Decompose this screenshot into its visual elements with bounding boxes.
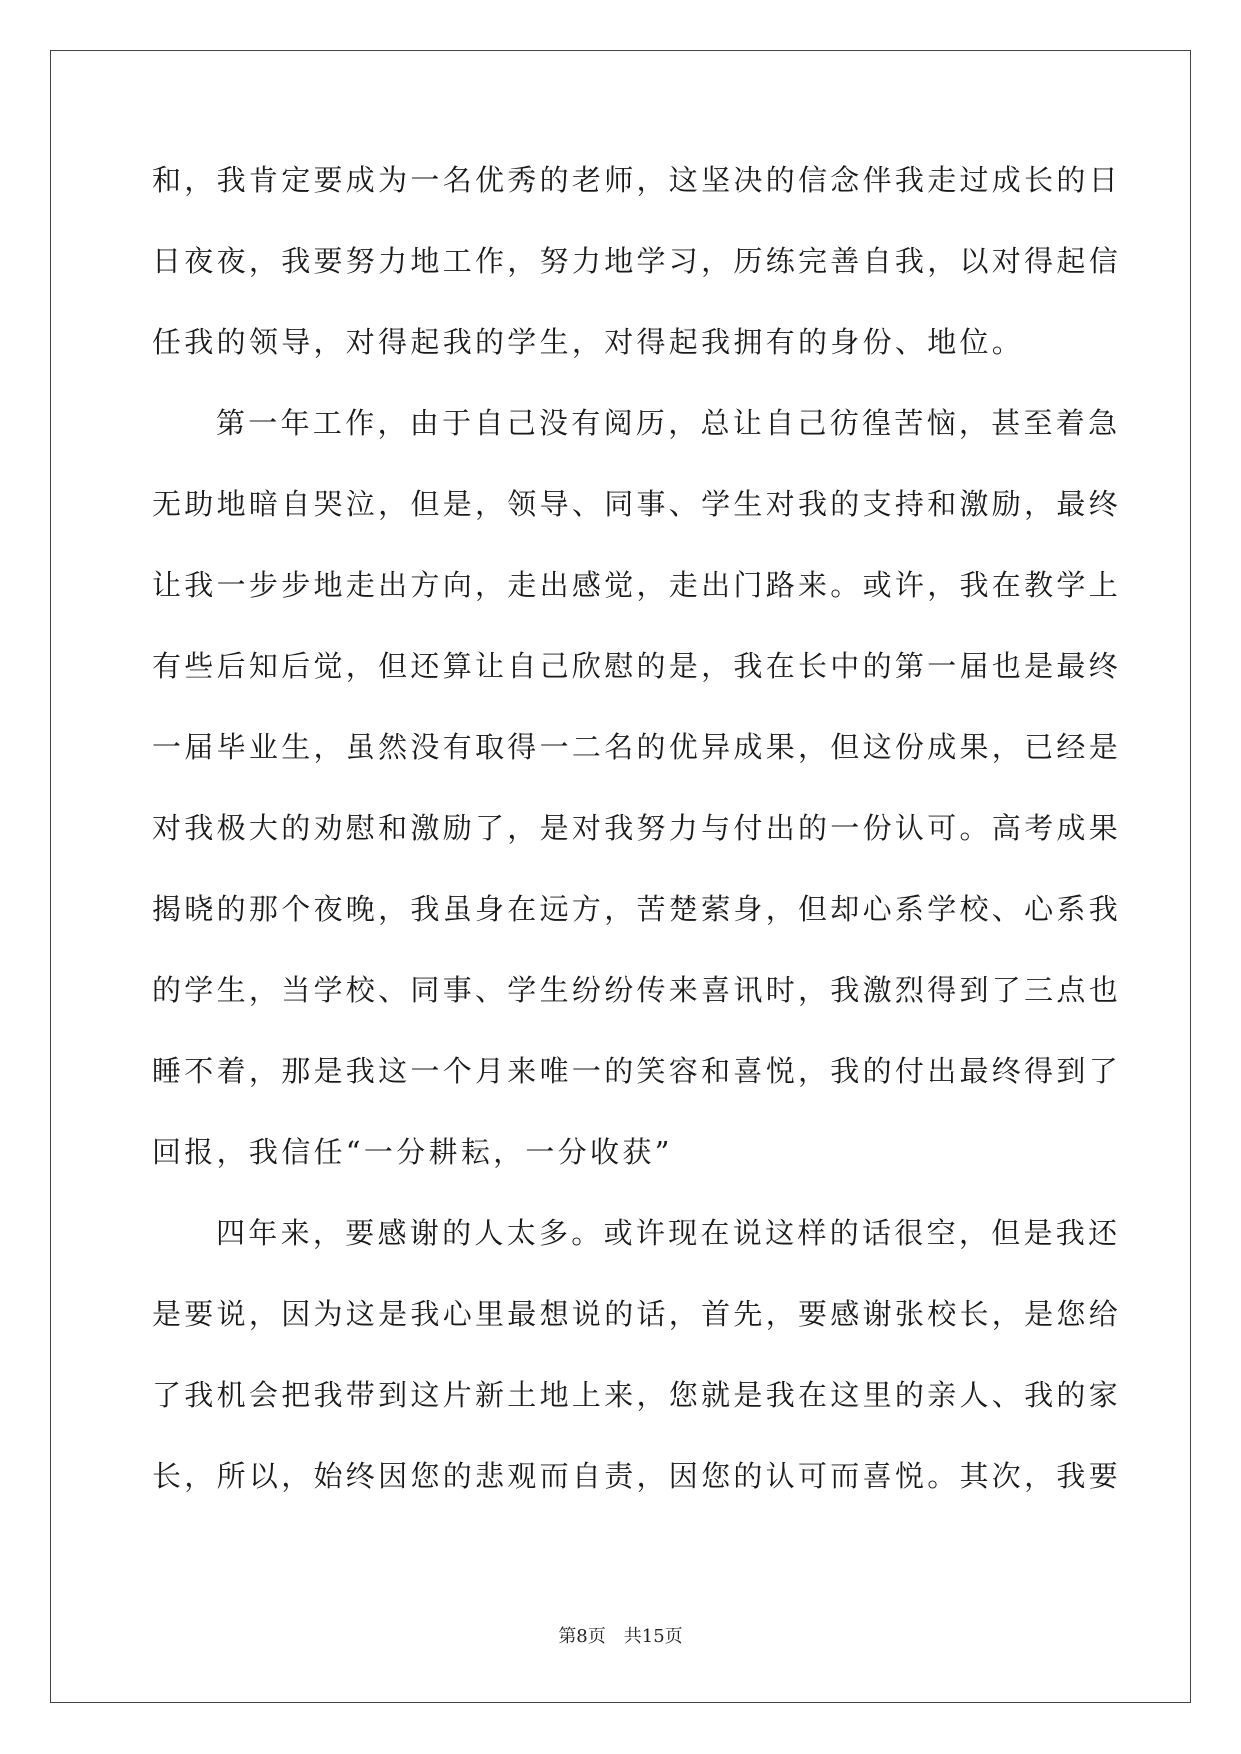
text-line: 一届毕业生，虽然没有取得一二名的优异成果，但这份成果，已经是 [152, 730, 1122, 764]
text-line: 睡不着，那是我这一个月来唯一的笑容和喜悦，我的付出最终得到了 [152, 1054, 1122, 1088]
text-line: 任我的领导，对得起我的学生，对得起我拥有的身份、地位。 [152, 325, 1025, 359]
text-line: 的学生，当学校、同事、学生纷纷传来喜讯时，我激烈得到了三点也 [152, 973, 1122, 1007]
page-number-footer: 第8页 共15页 [558, 1626, 683, 1647]
text-line: 日夜夜，我要努力地工作，努力地学习，历练完善自我，以对得起信 [152, 244, 1122, 278]
text-line: 无助地暗自哭泣，但是，领导、同事、学生对我的支持和激励，最终 [152, 487, 1122, 521]
text-line: 有些后知后觉，但还算让自己欣慰的是，我在长中的第一届也是最终 [152, 649, 1122, 683]
text-line: 了我机会把我带到这片新土地上来，您就是我在这里的亲人、我的家 [152, 1378, 1122, 1412]
text-line: 揭晓的那个夜晚，我虽身在远方，苦楚萦身，但却心系学校、心系我 [152, 892, 1122, 926]
text-line: 长，所以，始终因您的悲观而自责，因您的认可而喜悦。其次，我要 [152, 1459, 1122, 1493]
text-line: 是要说，因为这是我心里最想说的话，首先，要感谢张校长，是您给 [152, 1297, 1122, 1331]
text-line: 回报，我信任“一分耕耘，一分收获” [152, 1135, 673, 1169]
text-line: 让我一步步地走出方向，走出感觉，走出门路来。或许，我在教学上 [152, 568, 1122, 602]
document-body [152, 160, 1122, 1537]
text-line: 对我极大的劝慰和激励了，是对我努力与付出的一份认可。高考成果 [152, 811, 1122, 845]
paragraph-first-line: 第一年工作，由于自己没有阅历，总让自己彷徨苦恼，甚至着急 [216, 406, 1121, 440]
text-line: 和，我肯定要成为一名优秀的老师，这坚决的信念伴我走过成长的日 [152, 163, 1122, 197]
paragraph-first-line: 四年来，要感谢的人太多。或许现在说这样的话很空，但是我还 [216, 1216, 1121, 1250]
